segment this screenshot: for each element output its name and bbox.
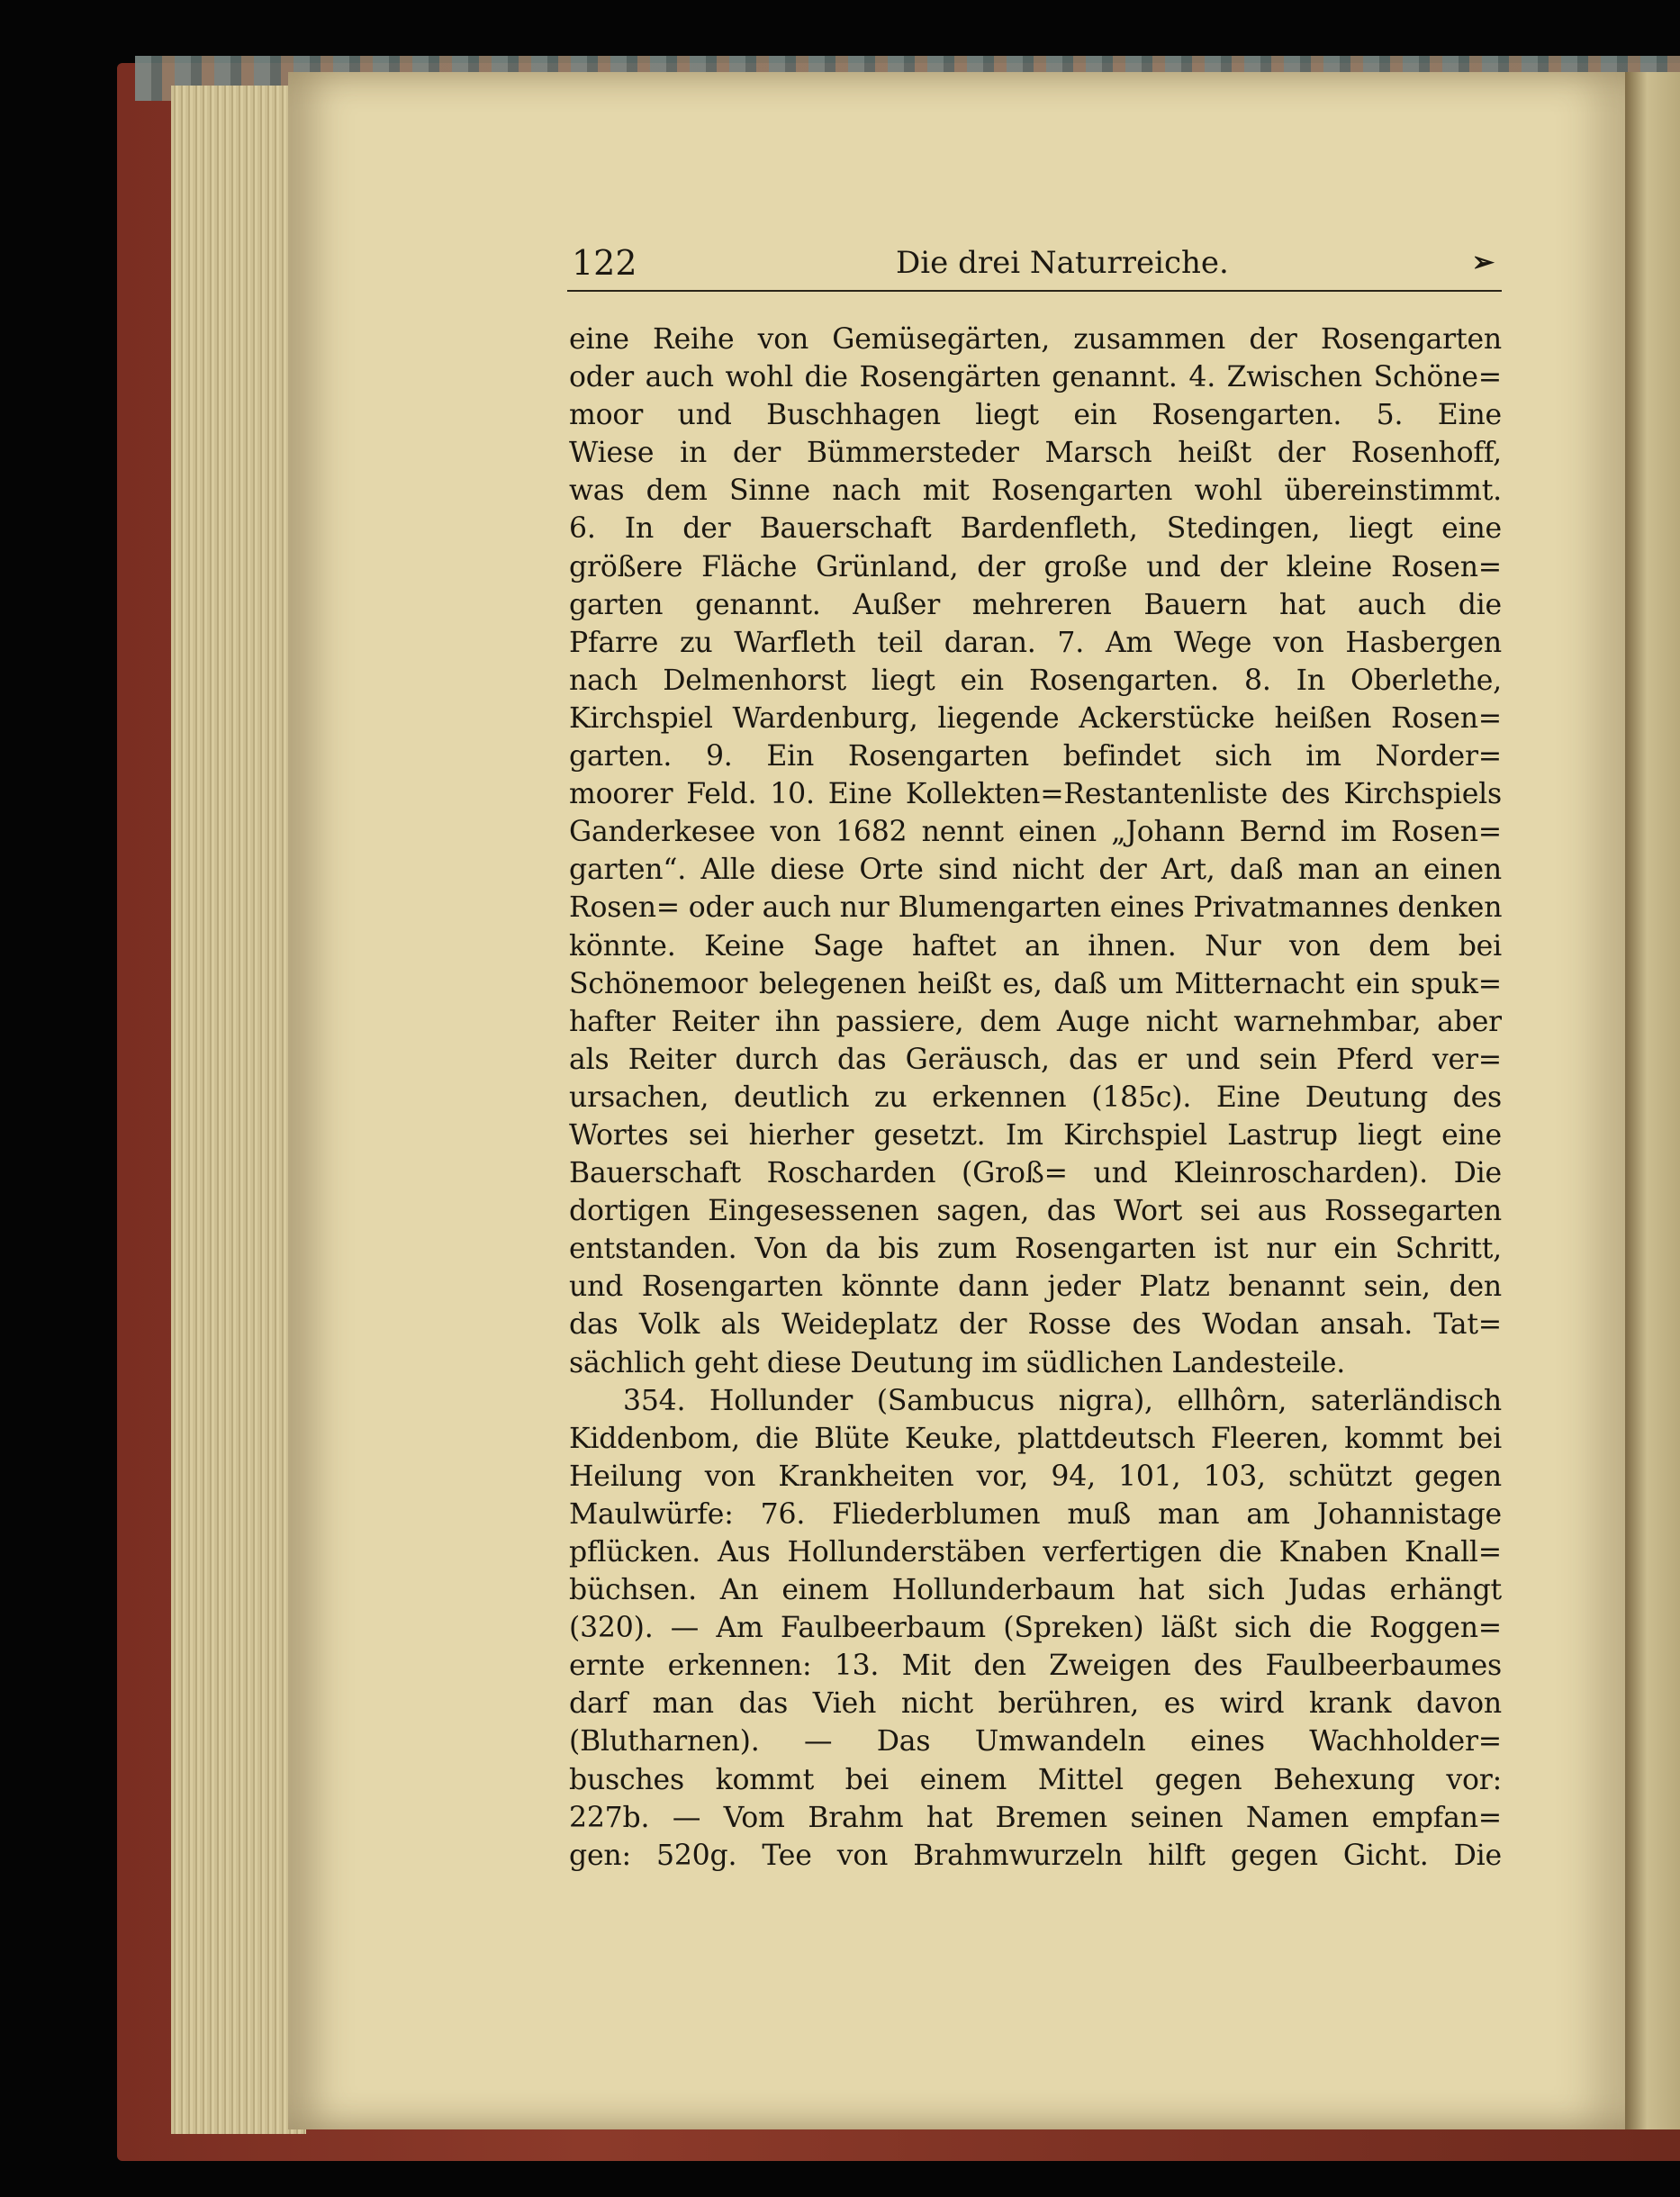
text-line: sächlich geht diese Deutung im südlichen Landesteile. [569,1346,1346,1379]
text-line: Bauerschaft Roscharden (Groß= und Kleinroscharden). Die [569,1157,1502,1190]
text-line: Pfarre zu Warfleth teil daran. 7. Am Wege von Hasbergen [569,626,1502,659]
text-line: Wiese in der Bümmersteder Marsch heißt der Rosenhoff, [569,437,1502,470]
page-number: 122 [572,243,637,283]
text-line: ernte erkennen: 13. Mit den Zweigen des Faulbeerbaumes [569,1650,1502,1683]
text-line: das Volk als Weideplatz der Rosse des Wodan ansah. Tat= [569,1308,1502,1342]
text-line: busches kommt bei einem Mittel gegen Behexung vor: [569,1763,1502,1796]
text-line: moor und Buschhagen liegt ein Rosengarten. 5. Eine [569,399,1502,432]
text-line: entstanden. Von da bis zum Rosengarten ist nur ein Schritt, [569,1233,1502,1266]
text-line: könnte. Keine Sage haftet an ihnen. Nur von dem bei [569,929,1502,963]
book-gutter [1625,72,1680,2129]
text-line: was dem Sinne nach mit Rosengarten wohl übereinstimmt. [569,475,1502,508]
text-line: 354. Hollunder (Sambucus nigra), ellhôrn, saterländisch [623,1384,1502,1417]
text-line: nach Delmenhorst liegt ein Rosengarten. 8. In Oberlethe, [569,664,1502,697]
text-line: Wortes sei hierher gesetzt. Im Kirchspiel Lastrup liegt eine [569,1118,1502,1152]
text-line: pflücken. Aus Hollunderstäben verfertigen die Knaben Knall= [569,1536,1502,1569]
text-line: (320). — Am Faulbeerbaum (Spreken) läßt sich die Roggen= [569,1612,1502,1645]
text-line: darf man das Vieh nicht berühren, es wird krank davon [569,1687,1502,1721]
text-line: Kiddenbom, die Blüte Keuke, plattdeutsch Fleeren, kommt bei [569,1422,1502,1455]
header-mark-icon: ➢ [1471,247,1495,278]
text-line: büchsen. An einem Hollunderbaum hat sich Judas erhängt [569,1574,1502,1607]
text-line: moorer Feld. 10. Eine Kollekten=Restantenliste des Kirchspiels [569,778,1502,811]
text-line: Rosen= oder auch nur Blumengarten eines Privatmannes denken [569,891,1502,925]
page-edges [171,86,306,2134]
text-line: ursachen, deutlich zu erkennen (185c). Eine Deutung des [569,1080,1502,1114]
text-line: oder auch wohl die Rosengärten genannt. 4. Zwischen Schöne= [569,361,1502,394]
text-line: Maulwürfe: 76. Fliederblumen muß man am Johannistage [569,1497,1502,1531]
text-line: garten. 9. Ein Rosengarten befindet sich im Norder= [569,740,1502,773]
page-header [567,236,1502,292]
text-line: dortigen Eingesessenen sagen, das Wort sei aus Rossegarten [569,1195,1502,1228]
body-text [569,321,1502,1875]
running-title: Die drei Naturreiche. [896,245,1229,281]
text-line: größere Fläche Grünland, der große und der kleine Rosen= [569,550,1502,583]
text-line: 227b. — Vom Brahm hat Bremen seinen Namen empfan= [569,1801,1502,1834]
text-line: eine Reihe von Gemüsegärten, zusammen der Rosengarten [569,323,1502,356]
text-line: und Rosengarten könnte dann jeder Platz benannt sein, den [569,1270,1502,1304]
text-line: hafter Reiter ihn passiere, dem Auge nicht warnehmbar, aber [569,1005,1502,1038]
text-line: (Blutharnen). — Das Umwandeln eines Wachholder= [569,1725,1502,1759]
text-line: Kirchspiel Wardenburg, liegende Ackerstücke heißen Rosen= [569,701,1502,735]
text-line: garten“. Alle diese Orte sind nicht der Art, daß man an einen [569,854,1502,887]
text-line: als Reiter durch das Geräusch, das er und sein Pferd ver= [569,1043,1502,1076]
text-line: Schönemoor belegenen heißt es, daß um Mitternacht ein spuk= [569,967,1502,1000]
text-line: Ganderkesee von 1682 nennt einen „Johann Bernd im Rosen= [569,816,1502,849]
text-line: garten genannt. Außer mehreren Bauern hat auch die [569,588,1502,621]
text-line: Heilung von Krankheiten vor, 94, 101, 103, schützt gegen [569,1460,1502,1493]
text-line: 6. In der Bauerschaft Bardenfleth, Stedingen, liegt eine [569,512,1502,546]
text-line: gen: 520g. Tee von Brahmwurzeln hilft gegen Gicht. Die [569,1839,1502,1872]
